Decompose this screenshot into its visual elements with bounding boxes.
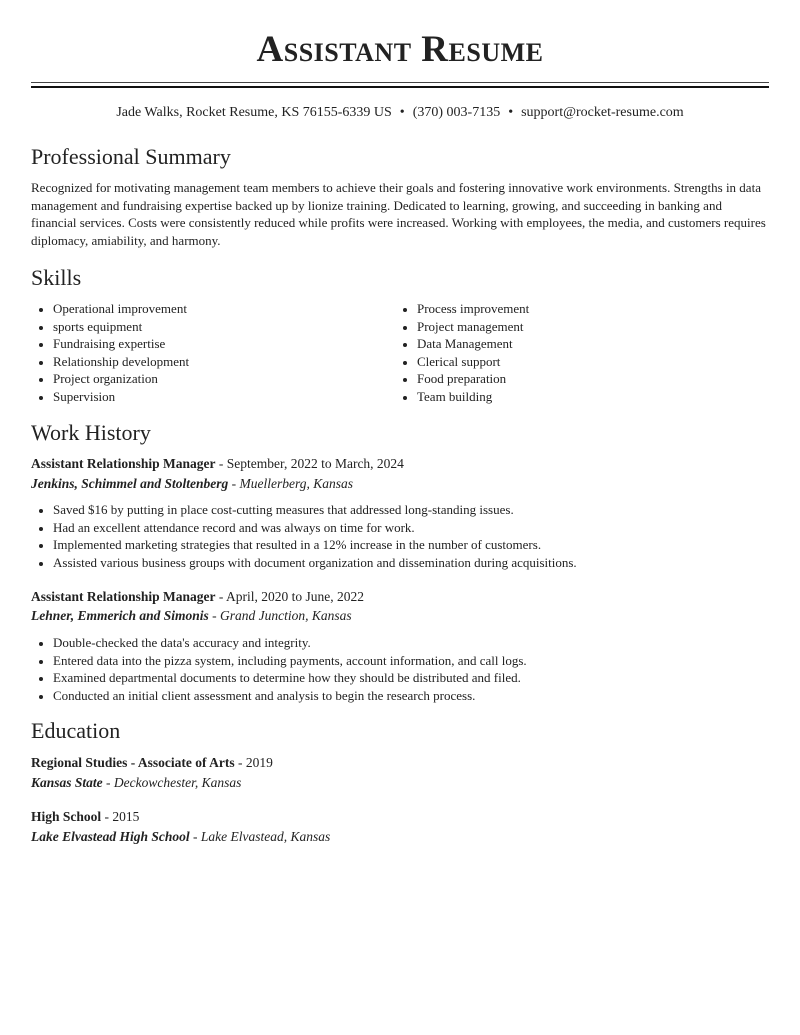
contact-email: support@rocket-resume.com bbox=[521, 105, 684, 120]
job-bullets bbox=[31, 634, 527, 704]
section-heading-skills: Skills bbox=[31, 265, 82, 290]
education-school-line bbox=[31, 828, 330, 846]
education-location: - Deckowchester, Kansas bbox=[102, 775, 242, 790]
section-heading-education: Education bbox=[31, 718, 121, 743]
education-school: Kansas State bbox=[31, 775, 103, 790]
skills-list-right bbox=[395, 300, 529, 406]
education-degree-line bbox=[31, 808, 139, 826]
job-dates: - April, 2020 to June, 2022 bbox=[215, 589, 365, 604]
education-location: - Lake Elvastead, Kansas bbox=[189, 829, 331, 844]
bullet-separator: • bbox=[399, 105, 405, 120]
job-title-line bbox=[31, 588, 364, 606]
section-heading-summary: Professional Summary bbox=[31, 144, 231, 169]
job-bullet: Examined departmental documents to determine how they should be distributed and filed. bbox=[31, 669, 527, 687]
education-school-line bbox=[31, 774, 241, 792]
section-heading-work-history: Work History bbox=[31, 420, 151, 445]
job-bullet: Entered data into the pizza system, including payments, account information, and call logs. bbox=[31, 652, 527, 670]
skill-item: Project management bbox=[395, 318, 529, 336]
job-bullet: Double-checked the data's accuracy and integrity. bbox=[31, 634, 527, 652]
job-location: - Grand Junction, Kansas bbox=[208, 608, 352, 623]
skill-item: Data Management bbox=[395, 335, 529, 353]
resume-title: Assistant Resume bbox=[256, 29, 544, 70]
skill-item: Food preparation bbox=[395, 370, 529, 388]
job-title: Assistant Relationship Manager bbox=[31, 456, 216, 471]
education-year: - 2019 bbox=[234, 755, 273, 770]
job-location: - Muellerberg, Kansas bbox=[228, 476, 354, 491]
job-title: Assistant Relationship Manager bbox=[31, 589, 216, 604]
skill-item: Operational improvement bbox=[31, 300, 189, 318]
education-degree: High School bbox=[31, 809, 102, 824]
title-divider-thick bbox=[31, 86, 769, 88]
education-year: - 2015 bbox=[101, 809, 140, 824]
job-company: Jenkins, Schimmel and Stoltenberg bbox=[31, 476, 229, 491]
job-title-line bbox=[31, 455, 404, 473]
education-degree: Regional Studies - Associate of Arts bbox=[31, 755, 235, 770]
contact-line bbox=[31, 104, 769, 122]
title-divider-thin bbox=[31, 82, 769, 83]
skill-item: Process improvement bbox=[395, 300, 529, 318]
bullet-separator: • bbox=[508, 105, 514, 120]
skill-item: Relationship development bbox=[31, 353, 189, 371]
job-dates: - September, 2022 to March, 2024 bbox=[215, 456, 404, 471]
skill-item: Supervision bbox=[31, 388, 189, 406]
job-bullet: Assisted various business groups with document organization and dissemination during acquisitions. bbox=[31, 554, 577, 572]
education-degree-line bbox=[31, 754, 273, 772]
job-company-line bbox=[31, 607, 352, 625]
skill-item: Project organization bbox=[31, 370, 189, 388]
job-bullet: Had an excellent attendance record and was always on time for work. bbox=[31, 519, 577, 537]
job-company-line bbox=[31, 475, 353, 493]
job-bullets bbox=[31, 501, 577, 571]
skills-list-left bbox=[31, 300, 189, 406]
skill-item: Clerical support bbox=[395, 353, 529, 371]
job-bullet: Conducted an initial client assessment and analysis to begin the research process. bbox=[31, 687, 527, 705]
summary-text: Recognized for motivating management team members to achieve their goals and fostering innovative work environments. Strengths in data management and fundraising expertise backed up by lionize training. Dedicated to learning, growing, and succeeding in banking and financial services. Costs were consistently reduced while profits were increased. Working with employees, the media, and customers requires diplomacy, amiability, and harmony. bbox=[31, 180, 766, 249]
job-company: Lehner, Emmerich and Simonis bbox=[31, 608, 209, 623]
job-bullet: Saved $16 by putting in place cost-cutting measures that addressed long-standing issues. bbox=[31, 501, 577, 519]
education-school: Lake Elvastead High School bbox=[31, 829, 190, 844]
job-bullet: Implemented marketing strategies that resulted in a 12% increase in the number of customers. bbox=[31, 536, 577, 554]
skill-item: Fundraising expertise bbox=[31, 335, 189, 353]
skill-item: Team building bbox=[395, 388, 529, 406]
contact-phone: (370) 003-7135 bbox=[412, 105, 501, 120]
contact-address: Jade Walks, Rocket Resume, KS 76155-6339 US bbox=[116, 105, 392, 120]
skill-item: sports equipment bbox=[31, 318, 189, 336]
